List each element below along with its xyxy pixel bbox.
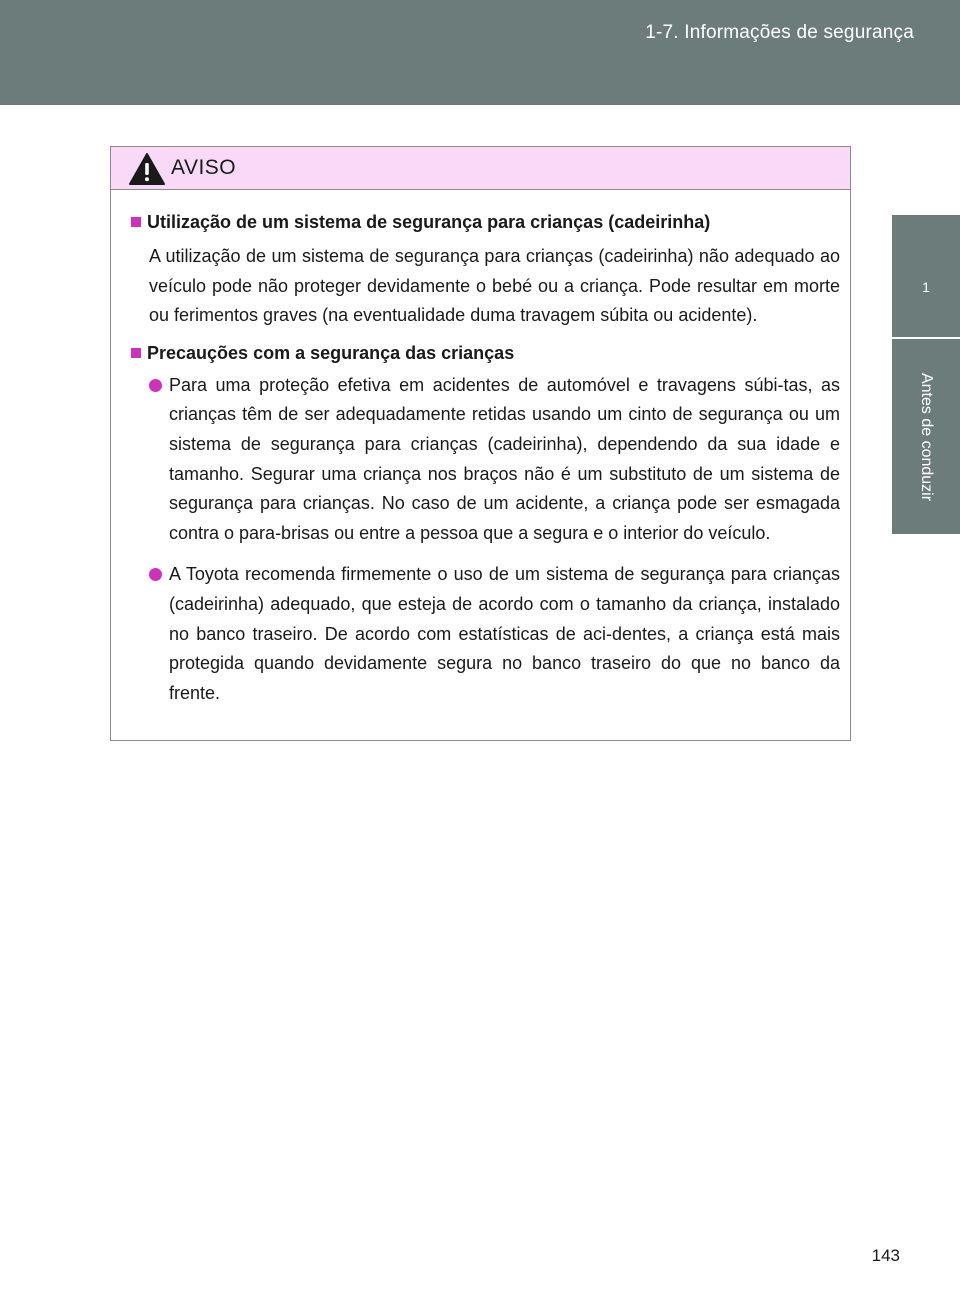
warning-box (110, 146, 851, 741)
chapter-label-tab (892, 339, 960, 534)
square-bullet-icon (131, 217, 141, 227)
section-paragraph: A utilização de um sistema de segurança para crianças (cadeirinha) não adequado ao veículo pode não proteger devidamente o bebé ou a criança. Pode resultar em morte ou ferimentos graves (na eventualidade duma travagem súbita ou acidente). (149, 246, 840, 326)
list-item (169, 560, 840, 708)
section-heading-child-seat-use (131, 208, 840, 236)
chapter-tab (892, 215, 960, 337)
page-number: 143 (871, 1246, 900, 1265)
heading-text: Precauções com a segurança das crianças (147, 342, 515, 363)
warning-triangle-icon (128, 152, 166, 186)
list-item-text: A Toyota recomenda firmemente o uso de um sistema de segurança para crianças (cadeirinha) adequado, que esteja de acordo com o tamanho da criança, instalado no banco traseiro. De acordo com estatísticas de aci-dentes, a criança está mais protegida quando devidamente segura no banco traseiro do que no banco da frente. (169, 564, 840, 703)
heading-text: Utilização de um sistema de segurança para crianças (cadeirinha) (147, 212, 711, 232)
section-title: 1-7. Informações de segurança (645, 22, 914, 43)
list-item-text: Para uma proteção efetiva em acidentes de automóvel e travagens súbi-tas, as crianças têm de ser adequadamente retidas usando um cinto de segurança ou um sistema de segurança para crianças (cadeirinha), dependendo da sua idade e tamanho. Segurar uma criança nos braços não é um substituto de um sistema de segurança para crianças. No caso de um acidente, a criança pode ser esmagada contra o para-brisas ou entre a pessoa que a segura e o interior do veículo. (169, 374, 840, 543)
square-bullet-icon (131, 348, 141, 358)
section-heading-child-safety (131, 339, 840, 367)
list-item (169, 371, 840, 549)
warning-body (111, 190, 850, 708)
round-bullet-icon (149, 379, 162, 392)
warning-header (111, 147, 850, 190)
header-band (0, 0, 960, 105)
warning-title: AVISO (171, 156, 237, 179)
round-bullet-icon (149, 568, 162, 581)
chapter-label: Antes de conduzir (918, 372, 935, 501)
chapter-number: 1 (922, 279, 930, 295)
